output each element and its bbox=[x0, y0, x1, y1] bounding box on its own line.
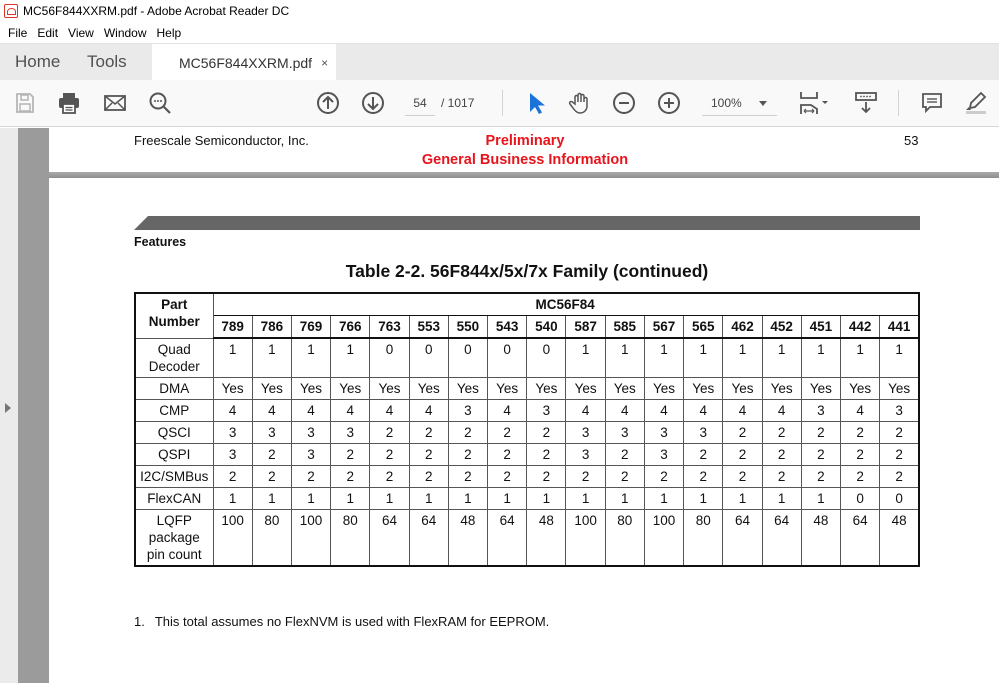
table-cell: 3 bbox=[644, 421, 683, 443]
table-cell: 2 bbox=[801, 465, 840, 487]
footnote bbox=[134, 614, 549, 629]
part-column-header: 769 bbox=[291, 316, 330, 339]
table-cell: Yes bbox=[409, 377, 448, 399]
table-cell: 48 bbox=[801, 509, 840, 566]
window-title: MC56F844XXRM.pdf - Adobe Acrobat Reader DC bbox=[23, 4, 290, 18]
row-label: CMP bbox=[135, 399, 213, 421]
part-column-header: 550 bbox=[448, 316, 487, 339]
table-cell: 1 bbox=[331, 338, 370, 377]
table-cell: 2 bbox=[605, 465, 644, 487]
table-cell: 0 bbox=[448, 338, 487, 377]
table-cell: 4 bbox=[841, 399, 880, 421]
table-cell: 2 bbox=[527, 465, 566, 487]
zoom-level-value: 100% bbox=[711, 96, 742, 110]
menu-help[interactable]: Help bbox=[156, 25, 182, 40]
table-cell: 2 bbox=[409, 465, 448, 487]
part-column-header: 766 bbox=[331, 316, 370, 339]
part-column-header: 786 bbox=[252, 316, 291, 339]
table-cell: Yes bbox=[841, 377, 880, 399]
table-cell: 3 bbox=[252, 421, 291, 443]
family-header: MC56F84 bbox=[213, 293, 919, 316]
table-cell: 2 bbox=[684, 443, 723, 465]
table-cell: 64 bbox=[370, 509, 409, 566]
tab-tools[interactable]: Tools bbox=[87, 52, 127, 71]
scroll-mode-icon[interactable] bbox=[853, 90, 879, 116]
table-cell: 2 bbox=[448, 443, 487, 465]
table-row bbox=[135, 443, 919, 465]
table-cell: 2 bbox=[331, 443, 370, 465]
table-cell: Yes bbox=[252, 377, 291, 399]
table-row bbox=[135, 421, 919, 443]
table-cell: 80 bbox=[252, 509, 291, 566]
toolbar-divider bbox=[502, 90, 503, 116]
prelim-line-2: General Business Information bbox=[421, 152, 629, 168]
table-cell: 64 bbox=[762, 509, 801, 566]
table-cell: 0 bbox=[841, 487, 880, 509]
toolbar bbox=[0, 80, 999, 127]
table-cell: 1 bbox=[566, 487, 605, 509]
zoom-level-select[interactable] bbox=[702, 91, 777, 116]
search-icon[interactable] bbox=[147, 90, 173, 116]
table-cell: 1 bbox=[841, 338, 880, 377]
table-cell: 0 bbox=[409, 338, 448, 377]
table-cell: 0 bbox=[488, 338, 527, 377]
table-cell: 2 bbox=[762, 443, 801, 465]
page-total: / 1017 bbox=[441, 96, 475, 110]
table-cell: 2 bbox=[252, 443, 291, 465]
table-cell: 2 bbox=[723, 465, 762, 487]
table-cell: 2 bbox=[880, 465, 919, 487]
table-cell: Yes bbox=[213, 377, 252, 399]
table-cell: 1 bbox=[762, 487, 801, 509]
pdf-app-icon bbox=[4, 4, 18, 18]
menu-window[interactable]: Window bbox=[103, 25, 147, 40]
chevron-down-icon bbox=[759, 101, 767, 106]
table-cell: 4 bbox=[644, 399, 683, 421]
table-cell: Yes bbox=[448, 377, 487, 399]
table-row bbox=[135, 377, 919, 399]
hand-icon[interactable] bbox=[567, 90, 593, 116]
table-cell: 2 bbox=[880, 443, 919, 465]
part-column-header: 442 bbox=[841, 316, 880, 339]
table-title: Table 2-2. 56F844x/5x/7x Family (continued) bbox=[345, 261, 709, 281]
tab-bar bbox=[0, 43, 999, 80]
row-label: Quad Decoder bbox=[135, 338, 213, 377]
table-cell: 3 bbox=[605, 421, 644, 443]
table-cell: Yes bbox=[880, 377, 919, 399]
navigation-pane bbox=[0, 128, 18, 683]
table-cell: 3 bbox=[527, 399, 566, 421]
table-cell: 48 bbox=[448, 509, 487, 566]
table-cell: 2 bbox=[409, 421, 448, 443]
table-cell: 3 bbox=[880, 399, 919, 421]
page-number-input[interactable]: 54 bbox=[405, 91, 435, 116]
part-column-header: 553 bbox=[409, 316, 448, 339]
table-cell: 1 bbox=[448, 487, 487, 509]
table-cell: 0 bbox=[527, 338, 566, 377]
table-cell: Yes bbox=[291, 377, 330, 399]
table-cell: 1 bbox=[605, 338, 644, 377]
table-cell: 1 bbox=[409, 487, 448, 509]
menu-view[interactable]: View bbox=[68, 25, 94, 40]
save-icon[interactable] bbox=[12, 90, 38, 116]
table-cell: 1 bbox=[213, 338, 252, 377]
tab-home[interactable]: Home bbox=[15, 52, 61, 71]
table-cell: 3 bbox=[213, 421, 252, 443]
table-cell: 4 bbox=[291, 399, 330, 421]
table-cell: 4 bbox=[488, 399, 527, 421]
table-cell: 3 bbox=[213, 443, 252, 465]
table-cell: 100 bbox=[644, 509, 683, 566]
table-cell: 2 bbox=[605, 443, 644, 465]
table-cell: 2 bbox=[566, 465, 605, 487]
toolbar-divider bbox=[898, 90, 899, 116]
page-up-icon[interactable] bbox=[315, 90, 341, 116]
part-column-header: 462 bbox=[723, 316, 762, 339]
table-cell: 3 bbox=[291, 443, 330, 465]
row-label: DMA bbox=[135, 377, 213, 399]
table-cell: 3 bbox=[566, 443, 605, 465]
table-cell: 4 bbox=[331, 399, 370, 421]
table-cell: 2 bbox=[488, 465, 527, 487]
table-cell: Yes bbox=[801, 377, 840, 399]
table-cell: 3 bbox=[644, 443, 683, 465]
table-cell: 2 bbox=[723, 443, 762, 465]
table-cell: 4 bbox=[723, 399, 762, 421]
table-cell: 2 bbox=[448, 465, 487, 487]
footnote-number: 1. bbox=[134, 614, 145, 629]
table-row bbox=[135, 509, 919, 566]
zoom-in-icon[interactable] bbox=[656, 90, 682, 116]
prelim-line-1: Preliminary bbox=[485, 133, 565, 149]
table-cell: 1 bbox=[684, 487, 723, 509]
table-cell: 2 bbox=[801, 443, 840, 465]
table-cell: 64 bbox=[841, 509, 880, 566]
table-cell: 2 bbox=[252, 465, 291, 487]
table-cell: 1 bbox=[331, 487, 370, 509]
table-cell: 1 bbox=[605, 487, 644, 509]
table-cell: Yes bbox=[566, 377, 605, 399]
table-cell: Yes bbox=[644, 377, 683, 399]
part-column-header: 789 bbox=[213, 316, 252, 339]
table-cell: 1 bbox=[252, 338, 291, 377]
tab-document[interactable] bbox=[152, 44, 336, 81]
part-column-header: 540 bbox=[527, 316, 566, 339]
table-cell: 100 bbox=[566, 509, 605, 566]
table-cell: 4 bbox=[566, 399, 605, 421]
table-cell: 80 bbox=[605, 509, 644, 566]
row-label: LQFP package pin count bbox=[135, 509, 213, 566]
document-gutter bbox=[18, 128, 49, 683]
table-cell: 2 bbox=[291, 465, 330, 487]
page-break bbox=[49, 172, 999, 178]
table-cell: 100 bbox=[291, 509, 330, 566]
table-cell: Yes bbox=[723, 377, 762, 399]
table-cell: 1 bbox=[801, 338, 840, 377]
table-cell: 2 bbox=[723, 421, 762, 443]
table-cell: 1 bbox=[801, 487, 840, 509]
table-cell: 1 bbox=[213, 487, 252, 509]
table-cell: Yes bbox=[370, 377, 409, 399]
table-cell: 2 bbox=[841, 421, 880, 443]
table-row bbox=[135, 399, 919, 421]
table-cell: 4 bbox=[762, 399, 801, 421]
table-cell: 1 bbox=[291, 487, 330, 509]
comment-icon[interactable] bbox=[919, 90, 945, 116]
table-cell: 4 bbox=[409, 399, 448, 421]
zoom-out-icon[interactable] bbox=[611, 90, 637, 116]
table-cell: 1 bbox=[644, 487, 683, 509]
table-cell: 4 bbox=[252, 399, 291, 421]
footnote-text: This total assumes no FlexNVM is used with FlexRAM for EEPROM. bbox=[154, 614, 550, 629]
table-cell: 4 bbox=[684, 399, 723, 421]
table-row bbox=[135, 338, 919, 377]
table-cell: 3 bbox=[684, 421, 723, 443]
table-cell: 2 bbox=[527, 443, 566, 465]
table-cell: 3 bbox=[331, 421, 370, 443]
table-cell: 2 bbox=[331, 465, 370, 487]
part-column-header: 452 bbox=[762, 316, 801, 339]
row-label: QSCI bbox=[135, 421, 213, 443]
part-column-header: 565 bbox=[684, 316, 723, 339]
table-cell: Yes bbox=[488, 377, 527, 399]
page-header-number: 53 bbox=[904, 133, 919, 148]
table-cell: 2 bbox=[370, 421, 409, 443]
table-cell: 1 bbox=[488, 487, 527, 509]
page-down-icon[interactable] bbox=[360, 90, 386, 116]
table-cell: 1 bbox=[644, 338, 683, 377]
menu-edit[interactable]: Edit bbox=[37, 25, 59, 40]
table-cell: Yes bbox=[684, 377, 723, 399]
table-cell: 1 bbox=[880, 338, 919, 377]
table-cell: 80 bbox=[684, 509, 723, 566]
table-cell: 1 bbox=[252, 487, 291, 509]
parts-row bbox=[135, 316, 919, 339]
part-column-header: 585 bbox=[605, 316, 644, 339]
email-icon[interactable] bbox=[102, 90, 128, 116]
table-cell: 0 bbox=[880, 487, 919, 509]
table-cell: 2 bbox=[370, 465, 409, 487]
table-cell: 2 bbox=[409, 443, 448, 465]
tab-document-label: MC56F844XXRM.pdf bbox=[179, 54, 313, 71]
part-column-header: 441 bbox=[880, 316, 919, 339]
table-cell: 3 bbox=[566, 421, 605, 443]
table-cell: 3 bbox=[448, 399, 487, 421]
table-cell: 64 bbox=[409, 509, 448, 566]
part-column-header: 543 bbox=[488, 316, 527, 339]
table-cell: 1 bbox=[527, 487, 566, 509]
section-bar bbox=[134, 216, 920, 230]
window-titlebar bbox=[0, 0, 999, 22]
page-header-company: Freescale Semiconductor, Inc. bbox=[134, 133, 309, 148]
table-cell: 1 bbox=[684, 338, 723, 377]
features-table bbox=[134, 292, 920, 567]
table-cell: 4 bbox=[213, 399, 252, 421]
part-number-header: Part Number bbox=[135, 293, 213, 338]
table-cell: 4 bbox=[605, 399, 644, 421]
table-cell: 48 bbox=[527, 509, 566, 566]
close-icon[interactable]: × bbox=[321, 55, 329, 70]
part-column-header: 567 bbox=[644, 316, 683, 339]
table-cell: 2 bbox=[448, 421, 487, 443]
table-cell: 100 bbox=[213, 509, 252, 566]
row-label: FlexCAN bbox=[135, 487, 213, 509]
table-cell: 1 bbox=[291, 338, 330, 377]
highlight-icon[interactable] bbox=[963, 90, 989, 116]
table-cell: 80 bbox=[331, 509, 370, 566]
table-cell: Yes bbox=[605, 377, 644, 399]
table-cell: 64 bbox=[488, 509, 527, 566]
table-cell: 1 bbox=[723, 487, 762, 509]
table-cell: 2 bbox=[488, 443, 527, 465]
menu-file[interactable]: File bbox=[8, 25, 28, 40]
select-icon[interactable] bbox=[523, 90, 549, 116]
fit-page-icon[interactable] bbox=[797, 90, 831, 116]
table-cell: 2 bbox=[644, 465, 683, 487]
table-row bbox=[135, 465, 919, 487]
table-cell: 1 bbox=[370, 487, 409, 509]
row-label: QSPI bbox=[135, 443, 213, 465]
part-column-header: 763 bbox=[370, 316, 409, 339]
table-cell: 2 bbox=[841, 443, 880, 465]
page-header-notice bbox=[415, 132, 635, 170]
expand-pane-icon[interactable] bbox=[5, 403, 11, 413]
table-cell: 2 bbox=[762, 421, 801, 443]
table-cell: 2 bbox=[880, 421, 919, 443]
table-cell: 3 bbox=[801, 399, 840, 421]
table-cell: 2 bbox=[801, 421, 840, 443]
document-view bbox=[49, 128, 999, 683]
table-row bbox=[135, 487, 919, 509]
table-cell: 64 bbox=[723, 509, 762, 566]
table-cell: 1 bbox=[723, 338, 762, 377]
table-cell: 2 bbox=[213, 465, 252, 487]
table-cell: 1 bbox=[762, 338, 801, 377]
row-label: I2C/SMBus bbox=[135, 465, 213, 487]
table-cell: Yes bbox=[527, 377, 566, 399]
part-column-header: 587 bbox=[566, 316, 605, 339]
menu-bar bbox=[0, 22, 999, 43]
table-cell: Yes bbox=[762, 377, 801, 399]
table-cell: 2 bbox=[488, 421, 527, 443]
table-cell: 2 bbox=[841, 465, 880, 487]
table-cell: 2 bbox=[370, 443, 409, 465]
part-column-header: 451 bbox=[801, 316, 840, 339]
table-cell: 2 bbox=[762, 465, 801, 487]
print-icon[interactable] bbox=[56, 90, 82, 116]
table-cell: Yes bbox=[331, 377, 370, 399]
table-cell: 0 bbox=[370, 338, 409, 377]
table-cell: 4 bbox=[370, 399, 409, 421]
table-cell: 1 bbox=[566, 338, 605, 377]
section-title: Features bbox=[134, 235, 187, 249]
table-cell: 2 bbox=[684, 465, 723, 487]
table-cell: 48 bbox=[880, 509, 919, 566]
table-cell: 2 bbox=[527, 421, 566, 443]
table-cell: 3 bbox=[291, 421, 330, 443]
